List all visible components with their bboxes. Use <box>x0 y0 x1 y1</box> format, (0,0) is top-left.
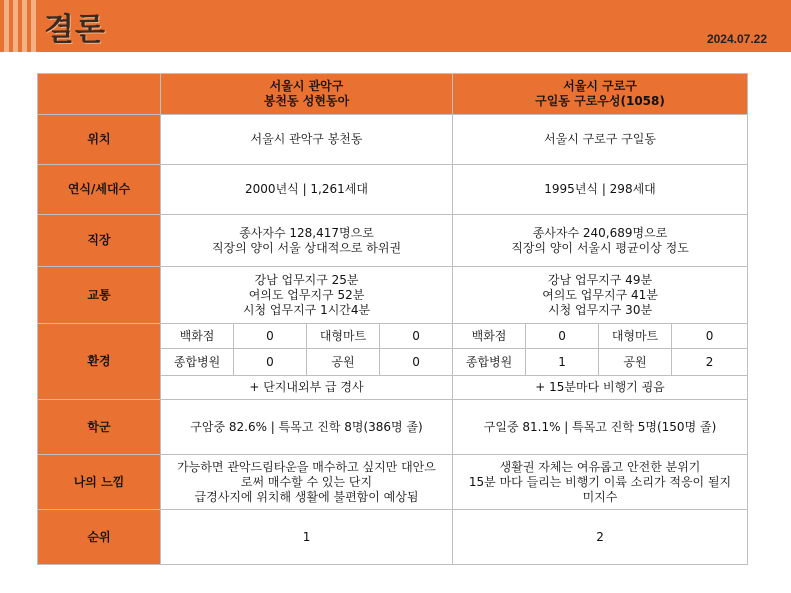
feeling-b <box>453 455 748 510</box>
comparison-table <box>37 73 748 565</box>
row-label-rank: 순위 <box>38 510 161 565</box>
row-label-job: 직장 <box>38 215 161 267</box>
env-b-hospital-label: 종합병원 <box>453 349 526 376</box>
traffic-b-line2: 여의도 업무지구 41분 <box>542 287 658 302</box>
env-a-park-value: 0 <box>380 349 453 376</box>
row-school <box>38 400 748 455</box>
env-a-park-label: 공원 <box>307 349 380 376</box>
job-a-line1: 종사자수 128,417명으로 <box>239 225 374 240</box>
env-a-dept-value: 0 <box>234 324 307 349</box>
traffic-b-line3: 시청 업무지구 30분 <box>548 302 653 317</box>
feeling-b-line2: 15분 마다 들리는 비행기 이륙 소리가 적응이 될지 <box>468 474 732 489</box>
column-b-line2: 구일동 구로우성(1058) <box>535 94 665 108</box>
traffic-a-line3: 시청 업무지구 1시간4분 <box>242 302 371 317</box>
env-b-park-value: 2 <box>672 349 748 376</box>
rank-b: 2 <box>453 510 748 565</box>
job-a <box>161 215 453 267</box>
env-b-hospital-value: 1 <box>526 349 599 376</box>
env-b-dept-value: 0 <box>526 324 599 349</box>
column-b-line1: 서울시 구로구 <box>563 79 637 93</box>
env-a-note: + 단지내외부 급 경사 <box>161 376 453 400</box>
traffic-a-line2: 여의도 업무지구 52분 <box>248 287 365 302</box>
column-a-line2: 봉천동 성현동아 <box>263 94 350 108</box>
feeling-b-line3: 미지수 <box>582 489 618 504</box>
row-label-school: 학군 <box>38 400 161 455</box>
row-job <box>38 215 748 267</box>
rank-a: 1 <box>161 510 453 565</box>
job-a-line2: 직장의 양이 서울 상대적으로 하위권 <box>211 240 402 255</box>
env-a-hospital-label: 종합병원 <box>161 349 234 376</box>
row-traffic <box>38 267 748 324</box>
env-a-mart-label: 대형마트 <box>307 324 380 349</box>
corner-cell <box>38 74 161 115</box>
traffic-b-line1: 강남 업무지구 49분 <box>548 272 653 287</box>
env-a-hospital-value: 0 <box>234 349 307 376</box>
location-a: 서울시 관악구 봉천동 <box>161 115 453 165</box>
row-location <box>38 115 748 165</box>
job-b <box>453 215 748 267</box>
row-year <box>38 165 748 215</box>
page-date: 2024.07.22 <box>706 32 767 46</box>
column-header-b <box>453 74 748 115</box>
header-stripes <box>0 0 44 52</box>
env-a-dept-label: 백화점 <box>161 324 234 349</box>
job-b-line2: 직장의 양이 서울시 평균이상 정도 <box>511 240 689 255</box>
env-b-note: + 15분마다 비행기 굉음 <box>453 376 748 400</box>
job-b-line1: 종사자수 240,689명으로 <box>532 225 668 240</box>
traffic-a-line1: 강남 업무지구 25분 <box>254 272 359 287</box>
header-bar <box>0 0 791 52</box>
traffic-b <box>453 267 748 324</box>
column-a-line1: 서울시 관악구 <box>269 79 344 93</box>
page-title: 결론 <box>44 12 106 48</box>
row-label-traffic: 교통 <box>38 267 161 324</box>
env-b-dept-label: 백화점 <box>453 324 526 349</box>
env-b-mart-value: 0 <box>672 324 748 349</box>
feeling-a-line3: 급경사지에 위치해 생활에 불편함이 예상됨 <box>194 489 419 504</box>
feeling-a-line1: 가능하면 관악드림타운을 매수하고 싶지만 대안으 <box>177 459 436 474</box>
column-header-a <box>161 74 453 115</box>
row-label-env: 환경 <box>38 324 161 400</box>
env-a-mart-value: 0 <box>380 324 453 349</box>
feeling-a-line2: 로써 매수할 수 있는 단지 <box>240 474 373 489</box>
feeling-a <box>161 455 453 510</box>
location-b: 서울시 구로구 구일동 <box>453 115 748 165</box>
row-label-location: 위치 <box>38 115 161 165</box>
year-b: 1995년식 | 298세대 <box>453 165 748 215</box>
row-feeling <box>38 455 748 510</box>
feeling-b-line1: 생활권 자체는 여유롭고 안전한 분위기 <box>499 459 701 474</box>
row-env-1 <box>38 324 748 349</box>
table-header-row <box>38 74 748 115</box>
env-b-park-label: 공원 <box>599 349 672 376</box>
row-rank <box>38 510 748 565</box>
traffic-a <box>161 267 453 324</box>
school-b: 구일중 81.1% | 특목고 진학 5명(150명 졸) <box>453 400 748 455</box>
row-label-feeling: 나의 느낌 <box>38 455 161 510</box>
env-b-mart-label: 대형마트 <box>599 324 672 349</box>
school-a: 구암중 82.6% | 특목고 진학 8명(386명 졸) <box>161 400 453 455</box>
row-label-year: 연식/세대수 <box>38 165 161 215</box>
year-a: 2000년식 | 1,261세대 <box>161 165 453 215</box>
